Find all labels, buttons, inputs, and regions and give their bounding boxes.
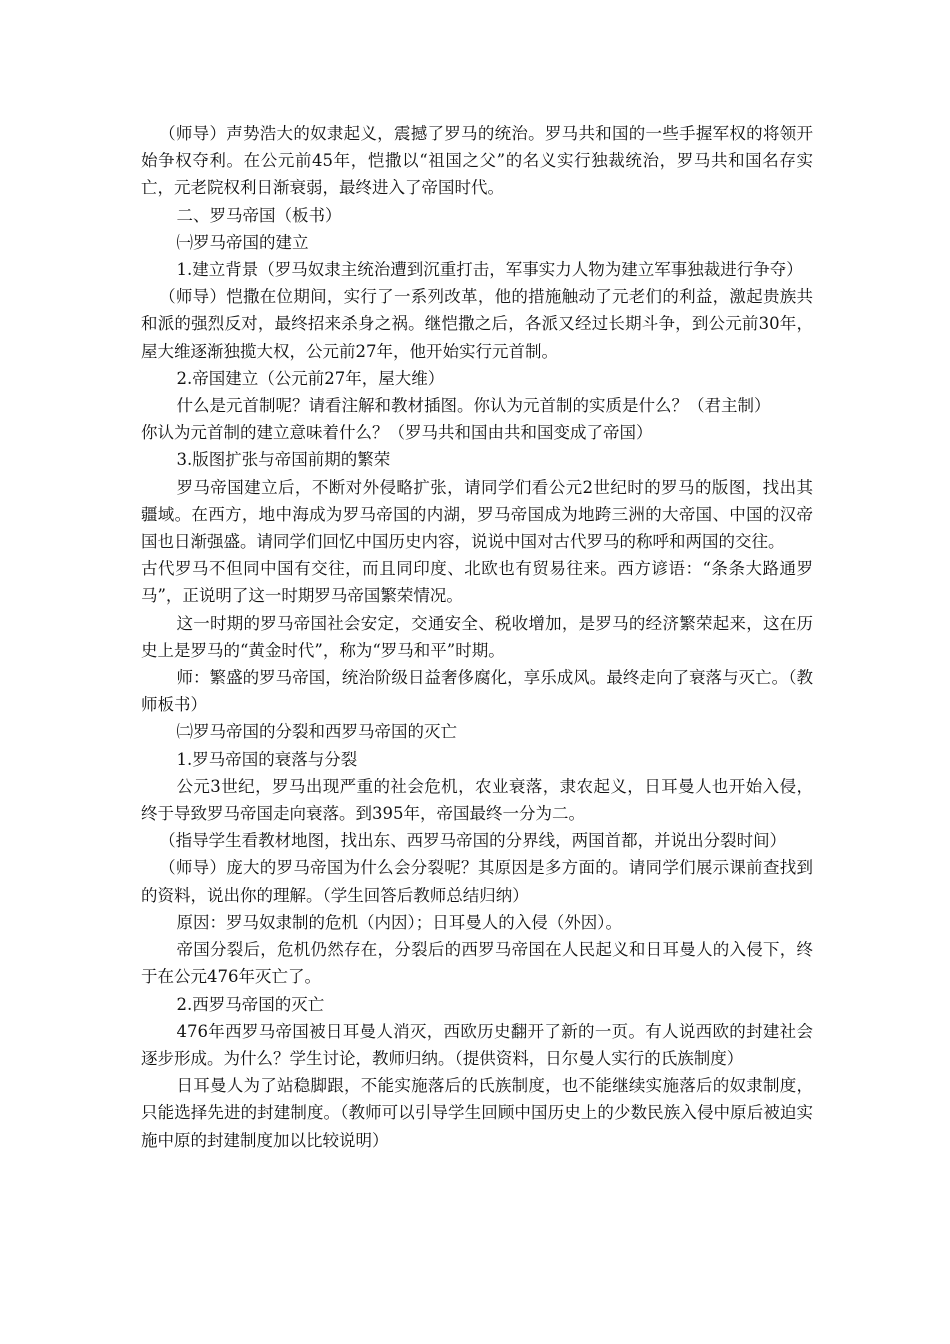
numbered-heading: 1.罗马帝国的衰落与分裂 — [176, 749, 358, 769]
paragraph: 公元3世纪，罗马出现严重的社会危机，农业衰落，隶农起义，日耳曼人也开始入侵，终于导致罗马帝国走向衰落。到395年，帝国最终一分为二。 — [141, 776, 813, 824]
numbered-heading: 2.西罗马帝国的灭亡 — [176, 994, 325, 1014]
paragraph: 这一时期的罗马帝国社会安定，交通安全、税收增加，是罗马的经济繁荣起来，这在历史上是罗马的“黄金时代”，称为“罗马和平”时期。 — [141, 613, 813, 660]
paragraph: 师：繁盛的罗马帝国，统治阶级日益奢侈腐化，享乐成风。最终走向了衰落与灭亡。（教师板书） — [141, 668, 813, 715]
document-body — [141, 120, 813, 1154]
section-heading: 二、罗马帝国（板书） — [176, 205, 342, 225]
paragraph: （指导学生看教材地图，找出东、西罗马帝国的分界线，两国首都，并说出分裂时间） — [159, 831, 787, 851]
numbered-heading: 1.建立背景（罗马奴隶主统治遭到沉重打击，军事实力人物为建立军事独裁进行争夺） — [176, 260, 803, 280]
paragraph: 什么是元首制呢？请看注解和教材插图。你认为元首制的实质是什么？（君主制） — [176, 396, 771, 416]
paragraph: 古代罗马不但同中国有交往，而且同印度、北欧也有贸易往来。西方谚语：“条条大路通罗马”，正说明了这一时期罗马帝国繁荣情况。 — [141, 559, 813, 606]
paragraph: 日耳曼人为了站稳脚跟，不能实施落后的氏族制度，也不能继续实施落后的奴隶制度，只能选择先进的封建制度。（教师可以引导学生回顾中国历史上的少数民族入侵中原后被迫实施中原的封建制度加以比较说明） — [141, 1076, 813, 1150]
paragraph: 476年西罗马帝国被日耳曼人消灭，西欧历史翻开了新的一页。有人说西欧的封建社会逐步形成。为什么？学生讨论，教师归纳。（提供资料，日尔曼人实行的氏族制度） — [141, 1021, 813, 1068]
paragraph: （师导）声势浩大的奴隶起义，震撼了罗马的统治。罗马共和国的一些手握军权的将领开始争权夺利。在公元前45年，恺撒以“祖国之父”的名义实行独裁统治，罗马共和国名存实亡，元老院权利日渐衰弱，最终进入了帝国时代。 — [141, 124, 813, 198]
paragraph: （师导）恺撒在位期间，实行了一系列改革，他的措施触动了元老们的利益，激起贵族共和派的强烈反对，最终招来杀身之祸。继恺撒之后，各派又经过长期斗争，到公元前30年，屋大维逐渐独揽大权，公元前27年，他开始实行元首制。 — [141, 287, 813, 361]
paragraph: 原因：罗马奴隶制的危机（内因）；日耳曼人的入侵（外因）。 — [176, 912, 622, 932]
paragraph: （师导）庞大的罗马帝国为什么会分裂呢？其原因是多方面的。请同学们展示课前查找到的资料，说出你的理解。（学生回答后教师总结归纳） — [141, 858, 813, 905]
subsection-heading: ㈠罗马帝国的建立 — [176, 232, 309, 252]
numbered-heading: 3.版图扩张与帝国前期的繁荣 — [176, 450, 391, 470]
paragraph: 你认为元首制的建立意味着什么？（罗马共和国由共和国变成了帝国） — [141, 423, 653, 443]
numbered-heading: 2.帝国建立（公元前27年，屋大维） — [176, 368, 445, 388]
subsection-heading: ㈡罗马帝国的分裂和西罗马帝国的灭亡 — [176, 722, 457, 742]
paragraph: 罗马帝国建立后，不断对外侵略扩张，请同学们看公元2世纪时的罗马的版图，找出其疆域。在西方，地中海成为罗马帝国的内湖，罗马帝国成为地跨三洲的大帝国、中国的汉帝国也日渐强盛。请同学们回忆中国历史内容，说说中国对古代罗马的称呼和两国的交往。 — [141, 477, 813, 552]
paragraph: 帝国分裂后，危机仍然存在，分裂后的西罗马帝国在人民起义和日耳曼人的入侵下，终于在公元476年灭亡了。 — [141, 940, 813, 987]
